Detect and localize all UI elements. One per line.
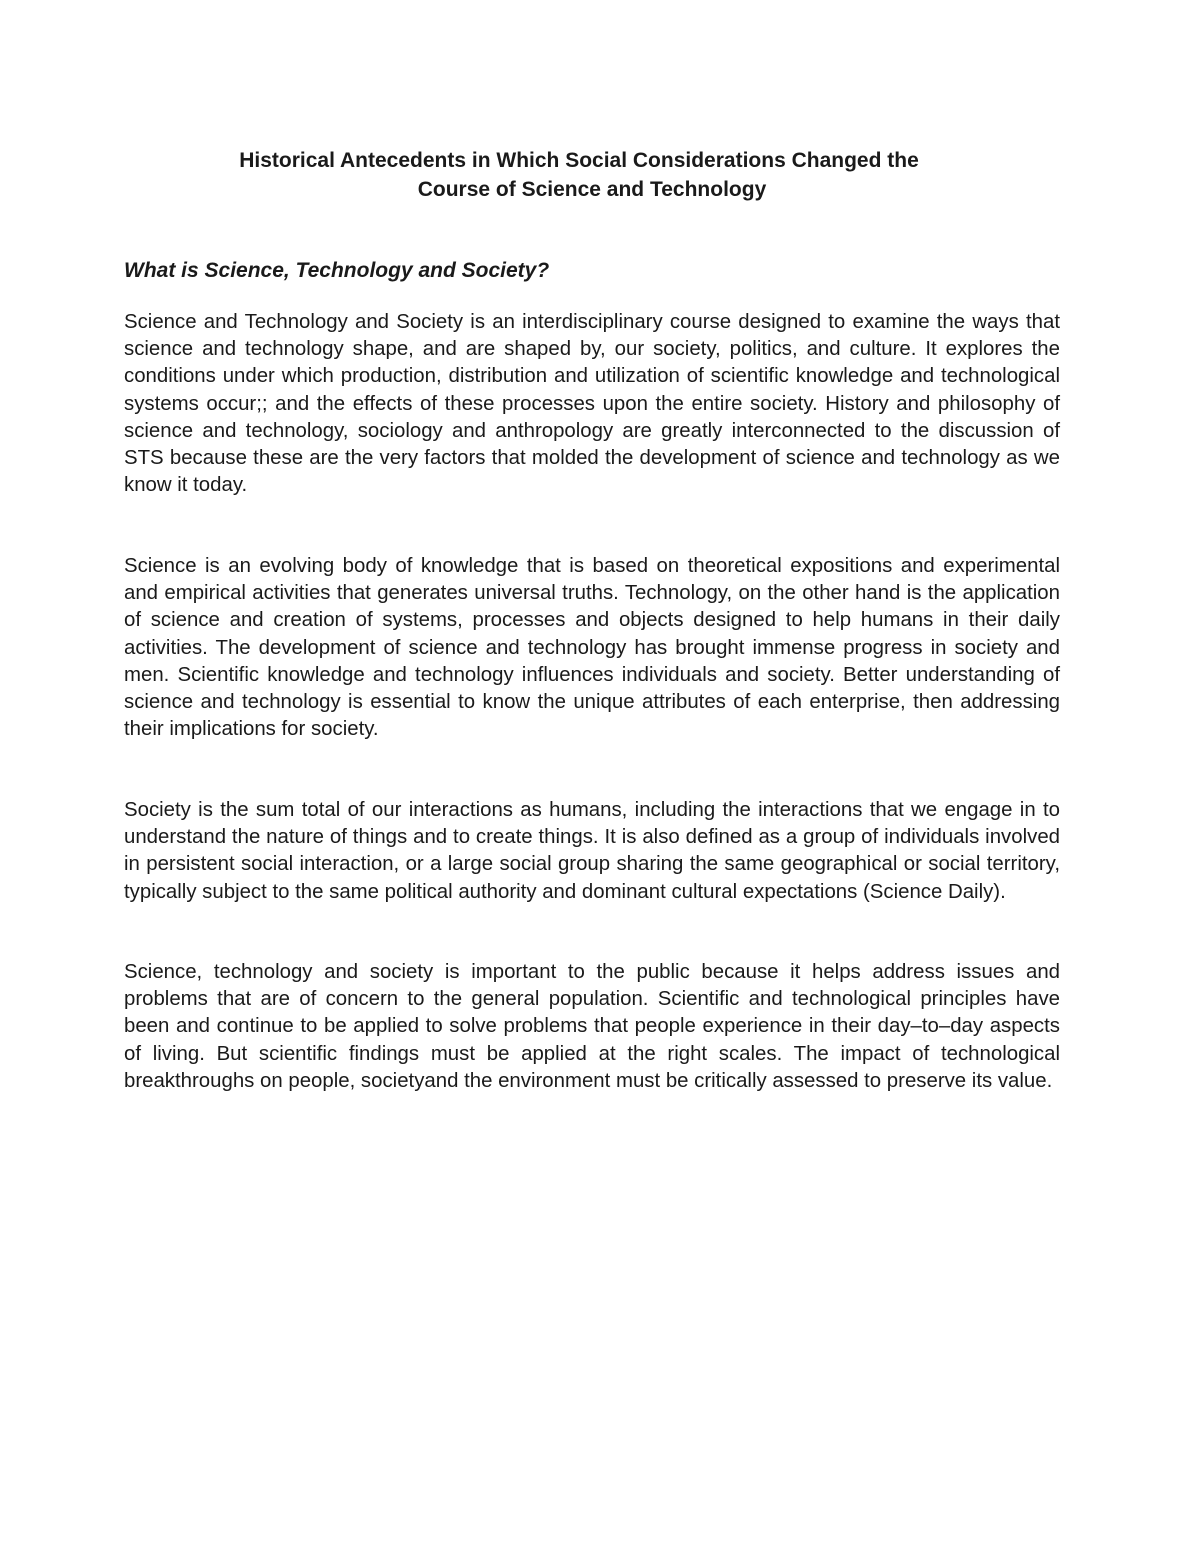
- paragraph-importance: Science, technology and society is important to the public because it helps address issues and problems that are of concern to the general population. Scientific and technological principles have been and continue to be applied to solve problems that people experience in their day–to–day aspects of living. But scientific findings must be applied at the right scales. The impact of technological breakthroughs on people, societyand the environment must be critically assessed to preserve its value.: [124, 961, 1060, 1092]
- paragraph-sts-definition: Science and Technology and Society is an interdisciplinary course designed to examine the ways that science and technology shape, and are shaped by, our society, politics, and culture. It explores the conditions under which production, distribution and utilization of scientific knowledge and technological systems occur;; and the effects of these processes upon the entire society. History and philosophy of science and technology, sociology and anthropology are greatly interconnected to the discussion of STS because these are the very factors that molded the development of science and technology as we know it today.: [124, 311, 1060, 497]
- paragraph-society: Society is the sum total of our interactions as humans, including the interactions that we engage in to understand the nature of things and to create things. It is also defined as a group of individuals involved in persistent social interaction, or a large social group sharing the same geographical or social territory, typically subject to the same political authority and dominant cultural expectations (Science Daily).: [124, 799, 1060, 903]
- document-title: [120, 146, 1064, 204]
- section-heading: What is Science, Technology and Society?: [124, 259, 550, 282]
- document-title-line-2: Course of Science and Technology: [417, 178, 767, 201]
- document-title-line-1: Historical Antecedents in Which Social Considerations Changed the: [239, 149, 919, 172]
- paragraph-science-technology: Science is an evolving body of knowledge that is based on theoretical expositions and experimental and empirical activities that generates universal truths. Technology, on the other hand is the application of science and creation of systems, processes and objects designed to help humans in their daily activities. The development of science and technology has brought immense progress in society and men. Scientific knowledge and technology influences individuals and society. Better understanding of science and technology is essential to know the unique attributes of each enterprise, then addressing their implications for society.: [124, 555, 1060, 741]
